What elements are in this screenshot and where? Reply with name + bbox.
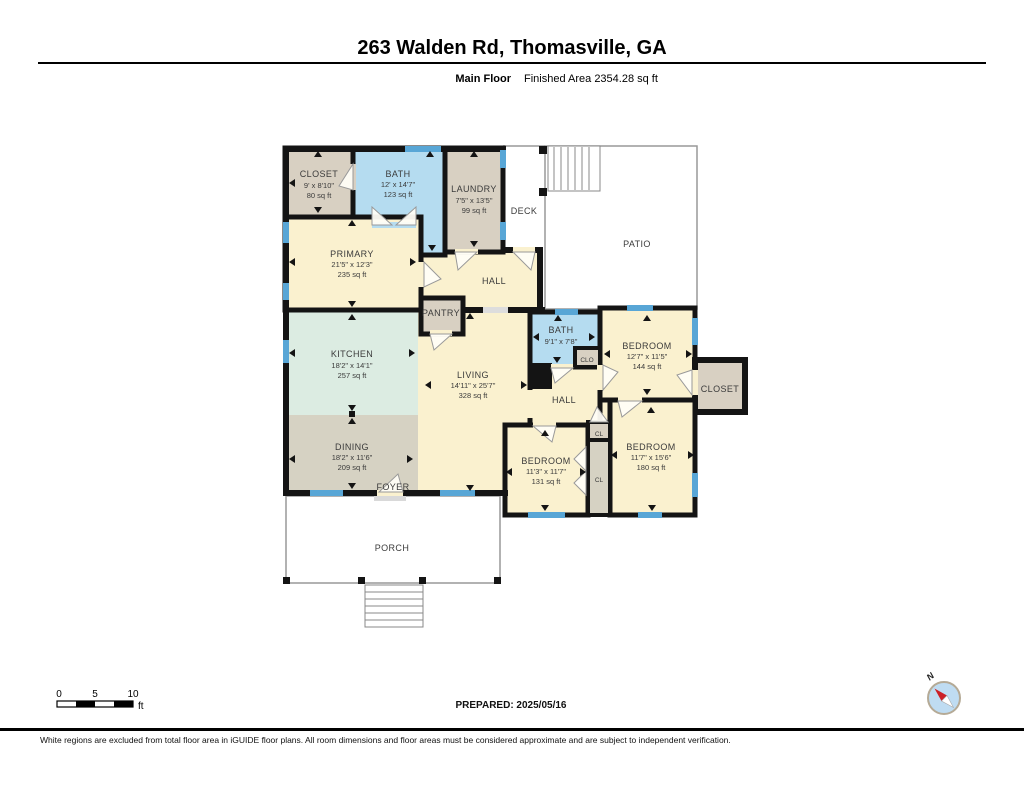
window-marker (283, 340, 289, 363)
svg-text:180 sq ft: 180 sq ft (636, 463, 666, 472)
svg-text:PRIMARY: PRIMARY (330, 249, 374, 259)
svg-text:LIVING: LIVING (457, 370, 489, 380)
svg-text:99 sq ft: 99 sq ft (461, 206, 487, 215)
page-title: 263 Walden Rd, Thomasville, GA (357, 37, 667, 59)
scale-bar-segment (114, 701, 133, 707)
scale-tick-10: 10 (127, 689, 139, 700)
label-foyer: FOYER (376, 482, 410, 492)
svg-text:14'11" x 25'7": 14'11" x 25'7" (450, 381, 496, 390)
scale-unit: ft (138, 701, 144, 712)
svg-text:209 sq ft: 209 sq ft (337, 463, 367, 472)
svg-text:123 sq ft: 123 sq ft (383, 190, 413, 199)
label-pantry: PANTRY (421, 308, 461, 318)
window-marker (440, 490, 475, 496)
porch-outline (286, 496, 500, 583)
svg-text:LAUNDRY: LAUNDRY (451, 184, 497, 194)
svg-text:BEDROOM: BEDROOM (521, 456, 571, 466)
svg-text:21'5" x 12'3": 21'5" x 12'3" (331, 260, 373, 269)
svg-text:9' x 8'10": 9' x 8'10" (303, 181, 335, 190)
window-marker (528, 512, 565, 518)
svg-text:12'7" x 11'5": 12'7" x 11'5" (626, 352, 668, 361)
window-marker (283, 222, 289, 243)
label-cl2: CL (594, 477, 604, 484)
porch-stairs (365, 585, 423, 627)
prepared-date: PREPARED: 2025/05/16 (455, 700, 567, 711)
window-marker (405, 146, 441, 152)
svg-text:11'3" x 11'7": 11'3" x 11'7" (525, 467, 567, 476)
svg-text:BEDROOM: BEDROOM (622, 341, 672, 351)
label-porch: PORCH (374, 543, 410, 553)
svg-text:KITCHEN: KITCHEN (330, 349, 374, 359)
patio-stairs (548, 146, 600, 191)
svg-text:9'1" x 7'8": 9'1" x 7'8" (544, 337, 578, 346)
finished-area-label: Finished Area 2354.28 sq ft (524, 73, 658, 85)
footer-divider (0, 728, 1024, 731)
window-marker (500, 222, 506, 240)
svg-text:18'2" x 14'1": 18'2" x 14'1" (331, 361, 373, 370)
svg-text:328 sq ft: 328 sq ft (458, 391, 488, 400)
svg-text:11'7" x 15'6": 11'7" x 15'6" (630, 453, 672, 462)
svg-text:18'2" x 11'6": 18'2" x 11'6" (331, 453, 373, 462)
floor-label: Main Floor (455, 73, 511, 85)
svg-text:144 sq ft: 144 sq ft (632, 362, 662, 371)
svg-text:80 sq ft: 80 sq ft (306, 191, 332, 200)
svg-text:BATH: BATH (385, 169, 411, 179)
kitchen-post (349, 411, 355, 417)
deck-post (539, 188, 547, 196)
window-marker (283, 283, 289, 300)
svg-text:7'5" x 13'5": 7'5" x 13'5" (455, 196, 493, 205)
window-marker (500, 150, 506, 168)
scale-bar-segment (76, 701, 95, 707)
compass-icon (925, 670, 960, 714)
window-marker (555, 309, 578, 315)
label-cl1: CL (594, 431, 604, 438)
label-deck: DECK (510, 206, 538, 216)
fireplace (528, 363, 552, 389)
label-clo: CLO (580, 357, 594, 364)
svg-text:131 sq ft: 131 sq ft (531, 477, 561, 486)
svg-text:BEDROOM: BEDROOM (626, 442, 676, 452)
header-divider (38, 62, 986, 64)
svg-text:DINING: DINING (335, 442, 369, 452)
window-marker (627, 305, 653, 311)
window-marker (692, 318, 698, 345)
scale-tick-5: 5 (92, 689, 98, 700)
label-hall1: HALL (481, 276, 507, 286)
label-bath1 (381, 169, 416, 199)
window-marker (310, 490, 343, 496)
label-closet2: CLOSET (700, 384, 740, 394)
window-marker (638, 512, 662, 518)
svg-text:12' x 14'7": 12' x 14'7" (380, 180, 416, 189)
svg-text:257 sq ft: 257 sq ft (337, 371, 367, 380)
svg-text:235 sq ft: 235 sq ft (337, 270, 367, 279)
svg-text:CLOSET: CLOSET (299, 169, 339, 179)
label-hall2: HALL (551, 395, 577, 405)
window-marker (692, 473, 698, 497)
deck-post (539, 146, 547, 154)
scale-bar (56, 689, 144, 712)
foyer-floor (418, 425, 505, 495)
svg-text:BATH: BATH (548, 325, 574, 335)
compass-north-label: N (924, 670, 937, 683)
label-patio: PATIO (623, 239, 651, 249)
scale-tick-0: 0 (56, 689, 62, 700)
footer-disclaimer: White regions are excluded from total floor area in iGUIDE floor plans. All room dimensions and floor areas must be considered approximate and are subject to independent verification. (40, 735, 731, 745)
